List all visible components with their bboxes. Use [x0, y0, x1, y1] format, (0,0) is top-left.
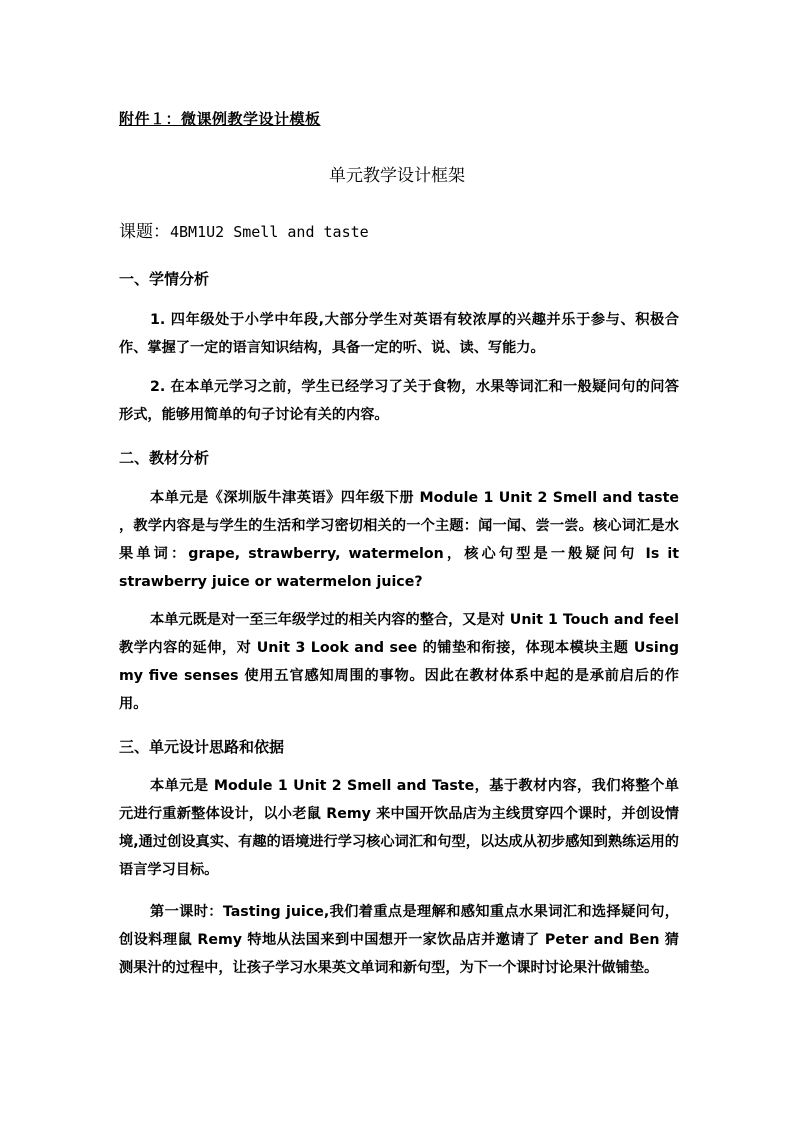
- lesson-topic: 4BM1U2 Smell and taste: [170, 223, 369, 241]
- paragraph: 2. 在本单元学习之前，学生已经学习了关于食物，水果等词汇和一般疑问句的问答形式，能够用简单的句子讨论有关的内容。: [119, 379, 679, 423]
- paragraph: 1. 四年级处于小学中年段,大部分学生对英语有较浓厚的兴趣并乐于参与、积极合作、掌握了一定的语言知识结构，具备一定的听、说、读、写能力。: [119, 312, 679, 356]
- section-heading-design-rationale: 三、单元设计思路和依据: [119, 738, 285, 756]
- lesson-title: [119, 217, 369, 242]
- paragraph: 本单元是 Module 1 Unit 2 Smell and Taste，基于教材内容，我们将整个单元进行重新整体设计，以小老鼠 Remy 来中国开饮品店为主线贯穿四个课时，并创设情境,通过创设真实、有趣的语境进行学习核心词汇和句型，以达成从初步感知到熟练运用的语言学习目标。: [119, 778, 679, 878]
- attachment-title: 附件１：微课例教学设计模板: [119, 110, 321, 128]
- paragraph: 第一课时：Tasting juice,我们着重点是理解和感知重点水果词汇和选择疑问句，创设料理鼠 Remy 特地从法国来到中国想开一家饮品店并邀请了 Peter and Ben 猜测果汁的过程中，让孩子学习水果英文单词和新句型，为下一个课时讨论果汁做铺垫。: [119, 904, 679, 976]
- section-heading-learner-analysis: 一、学情分析: [119, 270, 210, 288]
- lesson-prefix: 课题：: [119, 222, 170, 242]
- paragraph: 本单元是《深圳版牛津英语》四年级下册 Module 1 Unit 2 Smell and taste ，教学内容是与学生的生活和学习密切相关的一个主题：闻一闻、尝一尝。核心词汇是水果单词：grape, strawberry, watermelon，核心句型是一般疑问句 Is it strawberry juice or watermelon juice?: [119, 490, 679, 590]
- paragraph: 本单元既是对一至三年级学过的相关内容的整合，又是对 Unit 1 Touch and feel 教学内容的延伸，对 Unit 3 Look and see 的铺垫和衔接，体现本模块主题 Using my five senses 使用五官感知周围的事物。因此在教材体系中起的是承前启后的作用。: [119, 612, 679, 712]
- section-heading-material-analysis: 二、教材分析: [119, 449, 210, 467]
- frame-title: 单元教学设计框架: [329, 166, 465, 186]
